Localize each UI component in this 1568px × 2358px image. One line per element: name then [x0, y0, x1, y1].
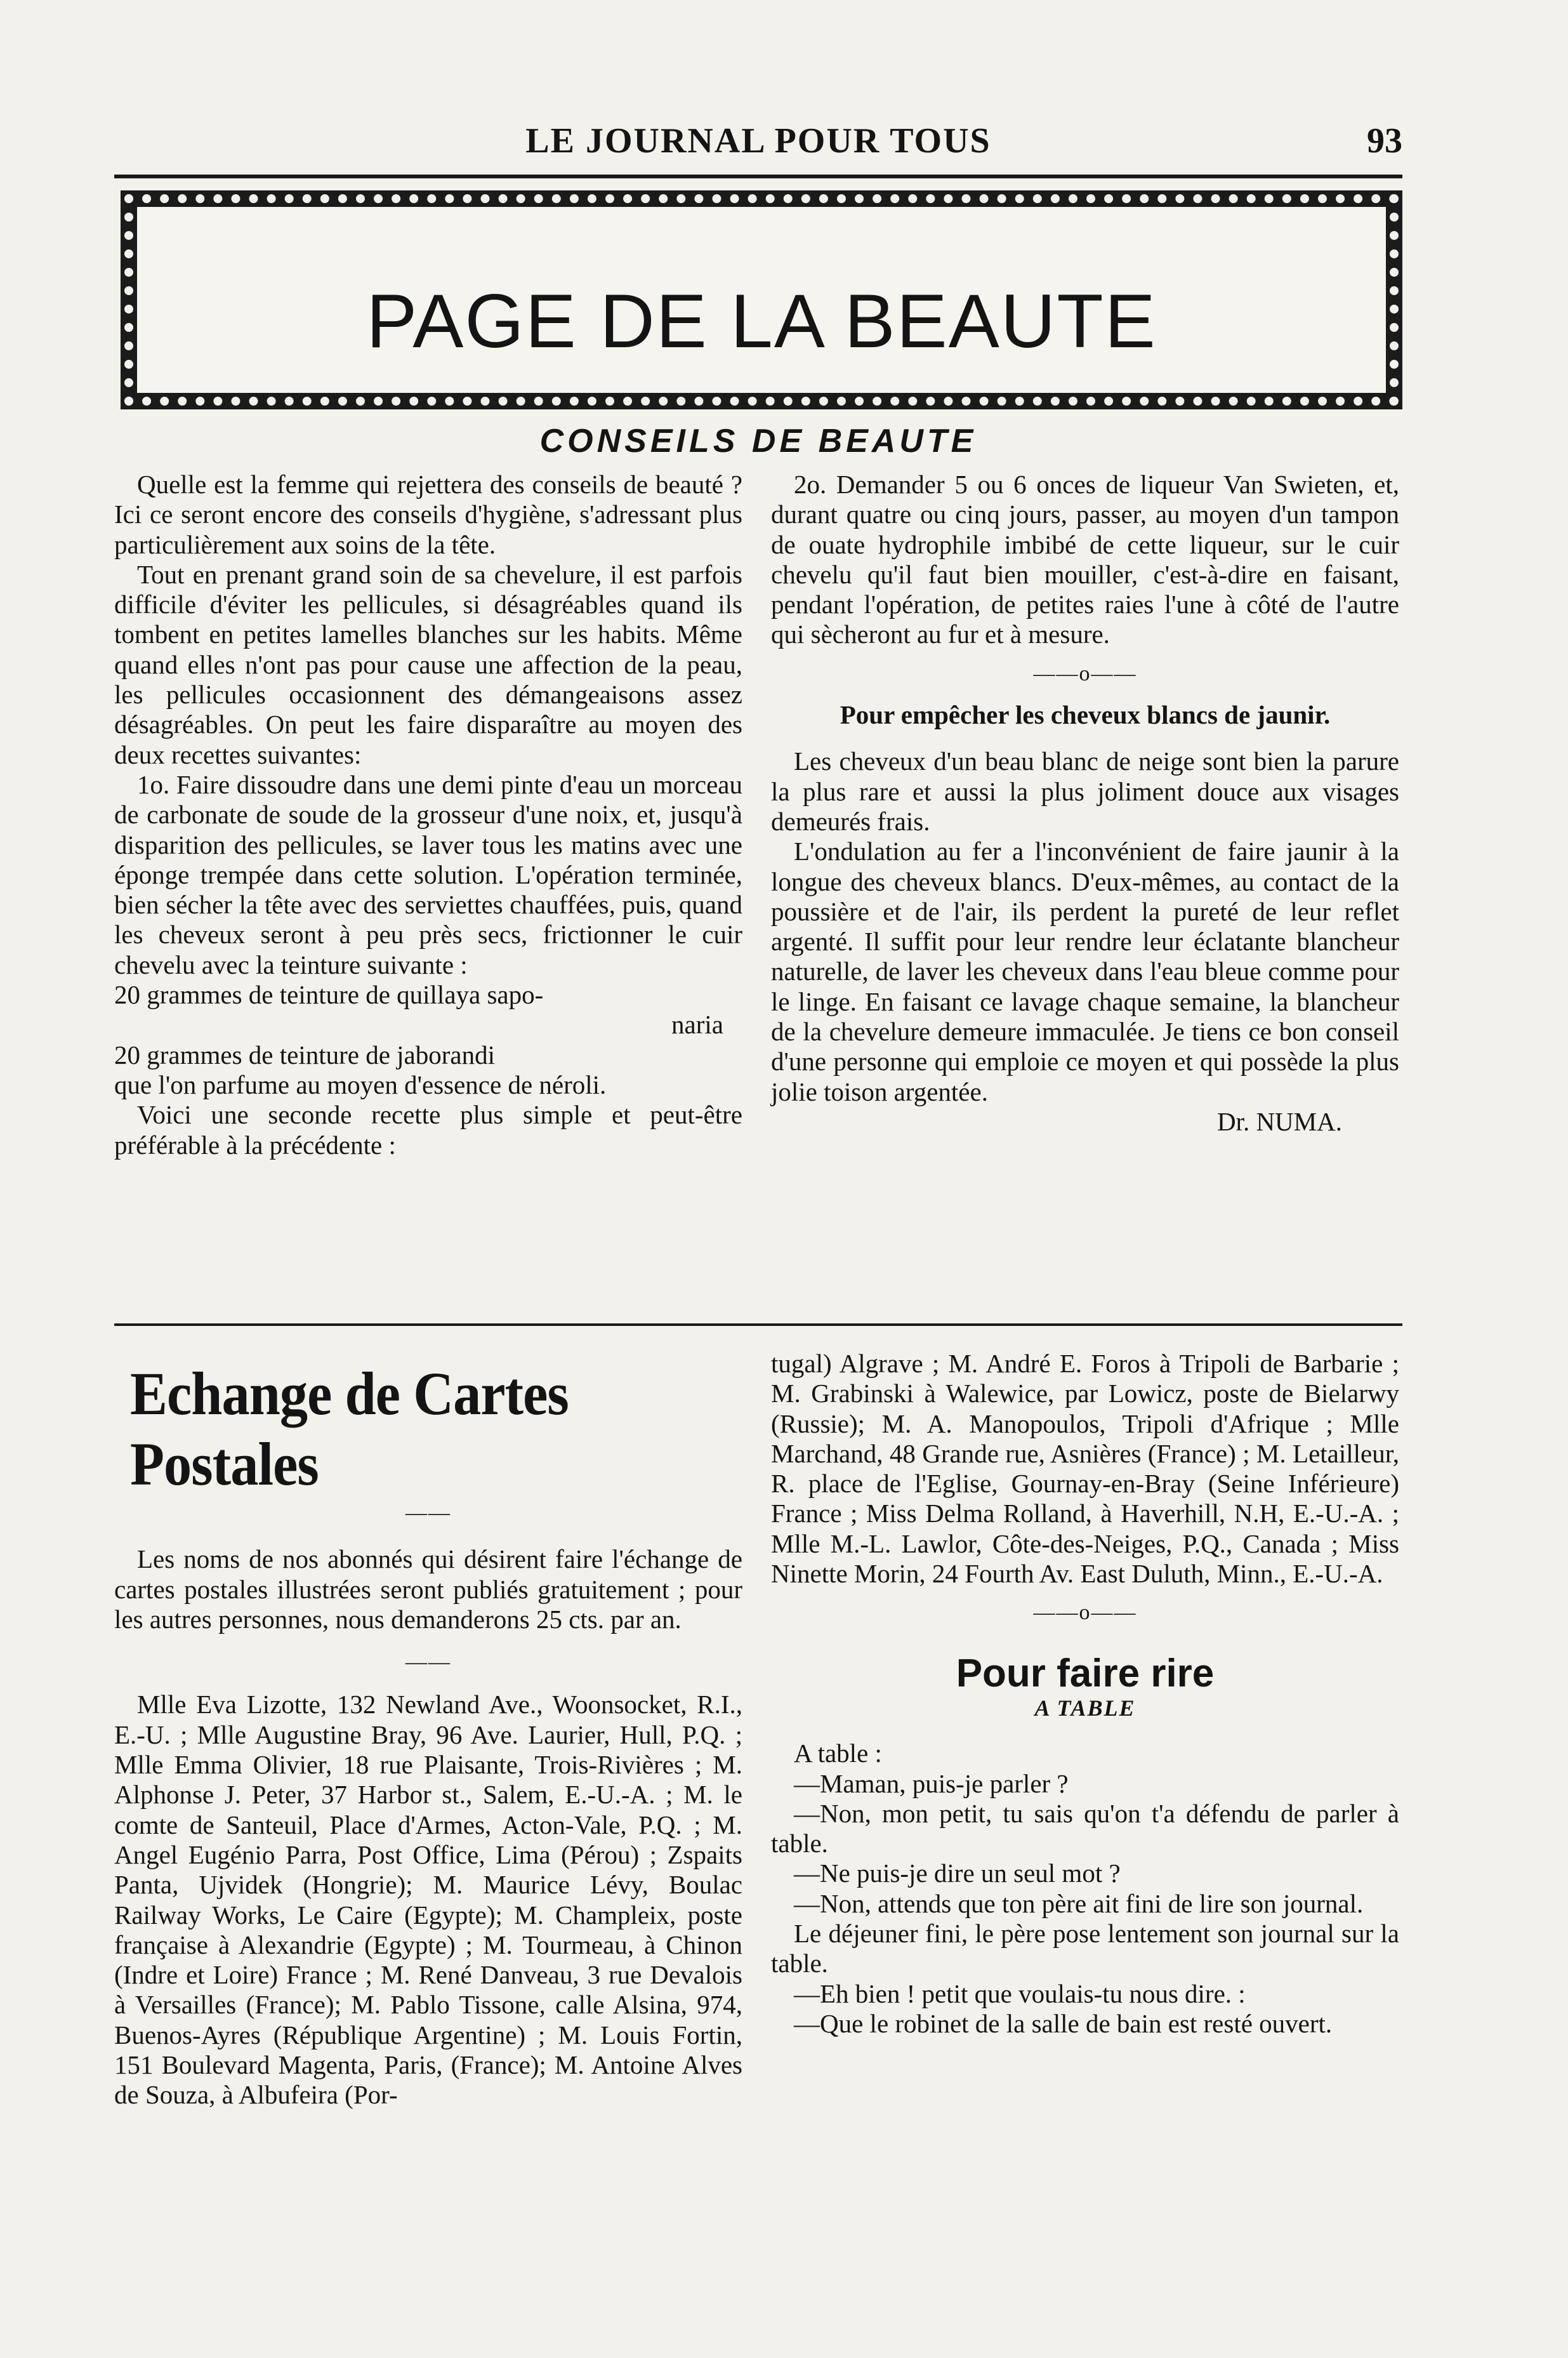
journal-title: LE JOURNAL POUR TOUS — [525, 121, 991, 161]
echange-list-continued: tugal) Algrave ; M. André E. Foros à Tripoli de Barbarie ; M. Grabinski à Walewice, par Lowicz, poste de Bielarwy (Russie); M. A. Manopoulos, Tripoli d'Afrique ; Mlle Marchand, 48 Grande rue, Asnières (France) ; M. Letailleur, R. place de l'Eglise, Gournay-en-Bray (Seine Inférieure) France ; Miss Delma Rolland, à Haverhill, N.H, E.-U.-A. ; Mlle M.-L. Lawlor, Côte-des-Neiges, P.Q., Canada ; Miss Ninette Morin, 24 Fourth Av. East Duluth, Minn., E.-U.-A. — [771, 1349, 1399, 1589]
running-header — [114, 121, 1402, 165]
dialog-line: A table : — [794, 1739, 882, 1768]
dialog-line: —Ne puis-je dire un seul mot ? — [794, 1858, 1121, 1888]
conseils-column-left — [114, 470, 742, 1160]
dialog-line: —Non, attends que ton père ait fini de lire son journal. — [794, 1888, 1364, 1918]
section-rule — [114, 1323, 1402, 1326]
short-rule: —— — [405, 1501, 451, 1525]
author-signature: Dr. NUMA. — [1216, 1106, 1342, 1136]
page-banner — [121, 190, 1402, 409]
recipe-ingredient-end: naria — [671, 1010, 723, 1040]
dialog-line: —Que le robinet de la salle de bain est resté ouvert. — [794, 2008, 1333, 2038]
dialog-line: —Non, mon petit, tu sais qu'on t'a défendu de parler à table. — [771, 1798, 1399, 1858]
section-divider: ——o—— — [1033, 661, 1137, 686]
conseils-title: CONSEILS DE BEAUTE — [539, 423, 977, 460]
echange-column-right — [771, 1349, 1399, 2039]
conseils-paragraph: 2o. Demander 5 ou 6 onces de liqueur Van Swieten, et, durant quatre ou cinq jours, passer, au moyen d'un tampon de ouate hydrophile imbibé de cette liqueur, sur le cuir chevelu qu'il faut bien mouiller, c'est-à-dire en faisant, pendant l'opération, de petites raies l'une à côté de l'autre qui sècheront au fur et à mesure. — [771, 470, 1399, 649]
rire-title: Pour faire rire — [956, 1651, 1215, 1695]
rire-dialog — [771, 1739, 1399, 2039]
short-rule: —— — [405, 1650, 451, 1674]
echange-intro: Les noms de nos abonnés qui désirent faire l'échange de cartes postales illustrées seront publiés gratuitement ; pour les autres personnes, nous demanderons 25 cts. par an. — [114, 1544, 742, 1634]
recipe-line — [114, 980, 742, 1010]
recipe-ingredient: 20 grammes de teinture de quillaya sapo- — [114, 980, 544, 1010]
conseils-paragraph: 1o. Faire dissoudre dans une demi pinte d'eau un morceau de carbonate de soude de la grosseur d'une noix, et, jusqu'à disparition des pellicules, se laver tous les matins avec une éponge trempée dans cette solution. L'opération terminée, bien sécher la tête avec des serviettes chauffées, puis, quand les cheveux seront à peu près secs, frictionner le cuir chevelu avec la teinture suivante : — [114, 769, 742, 979]
dialog-line: —Eh bien ! petit que voulais-tu nous dire. : — [794, 1978, 1246, 2008]
cheveux-title: Pour empêcher les cheveux blancs de jaunir. — [840, 700, 1331, 730]
conseils-paragraph: Tout en prenant grand soin de sa chevelure, il est parfois difficile d'éviter les pellicules, si désagréables quand ils tombent en petites lamelles blanches sur les habits. Même quand elles n'ont pas pour cause une affection de la peau, les pellicules occasionnent des démangeaisons assez désagréables. On peut les faire disparaître au moyen des deux recettes suivantes: — [114, 559, 742, 769]
dialog-line: Le déjeuner fini, le père pose lentement son journal sur la table. — [771, 1919, 1399, 1978]
echange-column-left — [114, 1498, 742, 2110]
recipe-line: 20 grammes de teinture de jaborandi — [114, 1040, 495, 1070]
cheveux-paragraph: L'ondulation au fer a l'inconvénient de faire jaunir à la longue des cheveux blancs. D'eux-mêmes, au contact de la poussière et de l'air, ils perdent la pureté de leur reflet argenté. Il suffit pour leur rendre leur éclatante blancheur naturelle, de laver les cheveux dans l'eau bleue comme pour le linge. En faisant ce lavage chaque semaine, la blancheur de la chevelure demeure immaculée. Je tiens ce bon conseil d'une personne qui emploie ce moyen et qui possède la plus jolie toison argentée. — [771, 837, 1399, 1106]
recipe-line-continuation — [114, 1010, 742, 1040]
conseils-paragraph: Voici une seconde recette plus simple et peut-être préférable à la précédente : — [114, 1100, 742, 1160]
section-divider: ——o—— — [1033, 1601, 1137, 1625]
echange-list: Mlle Eva Lizotte, 132 Newland Ave., Woonsocket, R.I., E.-U. ; Mlle Augustine Bray, 96 Ave. Laurier, Hull, P.Q. ; Mlle Emma Olivier, 18 rue Plaisante, Trois-Rivières ; M. Alphonse J. Peter, 37 Harbor st., Salem, E.-U.-A. ; M. le comte de Santeuil, Place d'Armes, Acton-Vale, P.Q. ; M. Angel Eugénio Parra, Post Office, Lima (Pérou) ; Zspaits Panta, Ujvidek (Hongrie); M. Maurice Lévy, Boulac Railway Works, Le Caire (Egypte); M. Champleix, poste française à Alexandrie (Egypte) ; M. Tourmeau, à Chinon (Indre et Loire) France ; M. René Danveau, 3 rue Devalois à Versailles (France); M. Pablo Tissone, calle Alsina, 974, Buenos-Ayres (République Argentine) ; M. Louis Fortin, 151 Boulevard Magenta, Paris, (France); M. Antoine Alves de Souza, à Albufeira (Por- — [114, 1690, 742, 2110]
conseils-paragraph: que l'on parfume au moyen d'essence de néroli. — [114, 1070, 607, 1099]
dialog-line: —Maman, puis-je parler ? — [794, 1768, 1069, 1798]
page-number: 93 — [1367, 121, 1402, 161]
header-rule — [114, 175, 1402, 178]
echange-title: Echange de Cartes Postales — [130, 1360, 569, 1498]
rire-subtitle: A TABLE — [1034, 1695, 1136, 1721]
banner-title: PAGE DE LA BEAUTE — [366, 279, 1157, 364]
conseils-paragraph: Quelle est la femme qui rejettera des conseils de beauté ? Ici ce seront encore des conseils d'hygiène, s'adressant plus particulièrement aux soins de la tête. — [114, 470, 742, 559]
cheveux-paragraph: Les cheveux d'un beau blanc de neige sont bien la parure la plus rare et aussi la plus joliment douce aux visages demeurés frais. — [771, 746, 1399, 836]
conseils-column-right — [771, 470, 1399, 1137]
